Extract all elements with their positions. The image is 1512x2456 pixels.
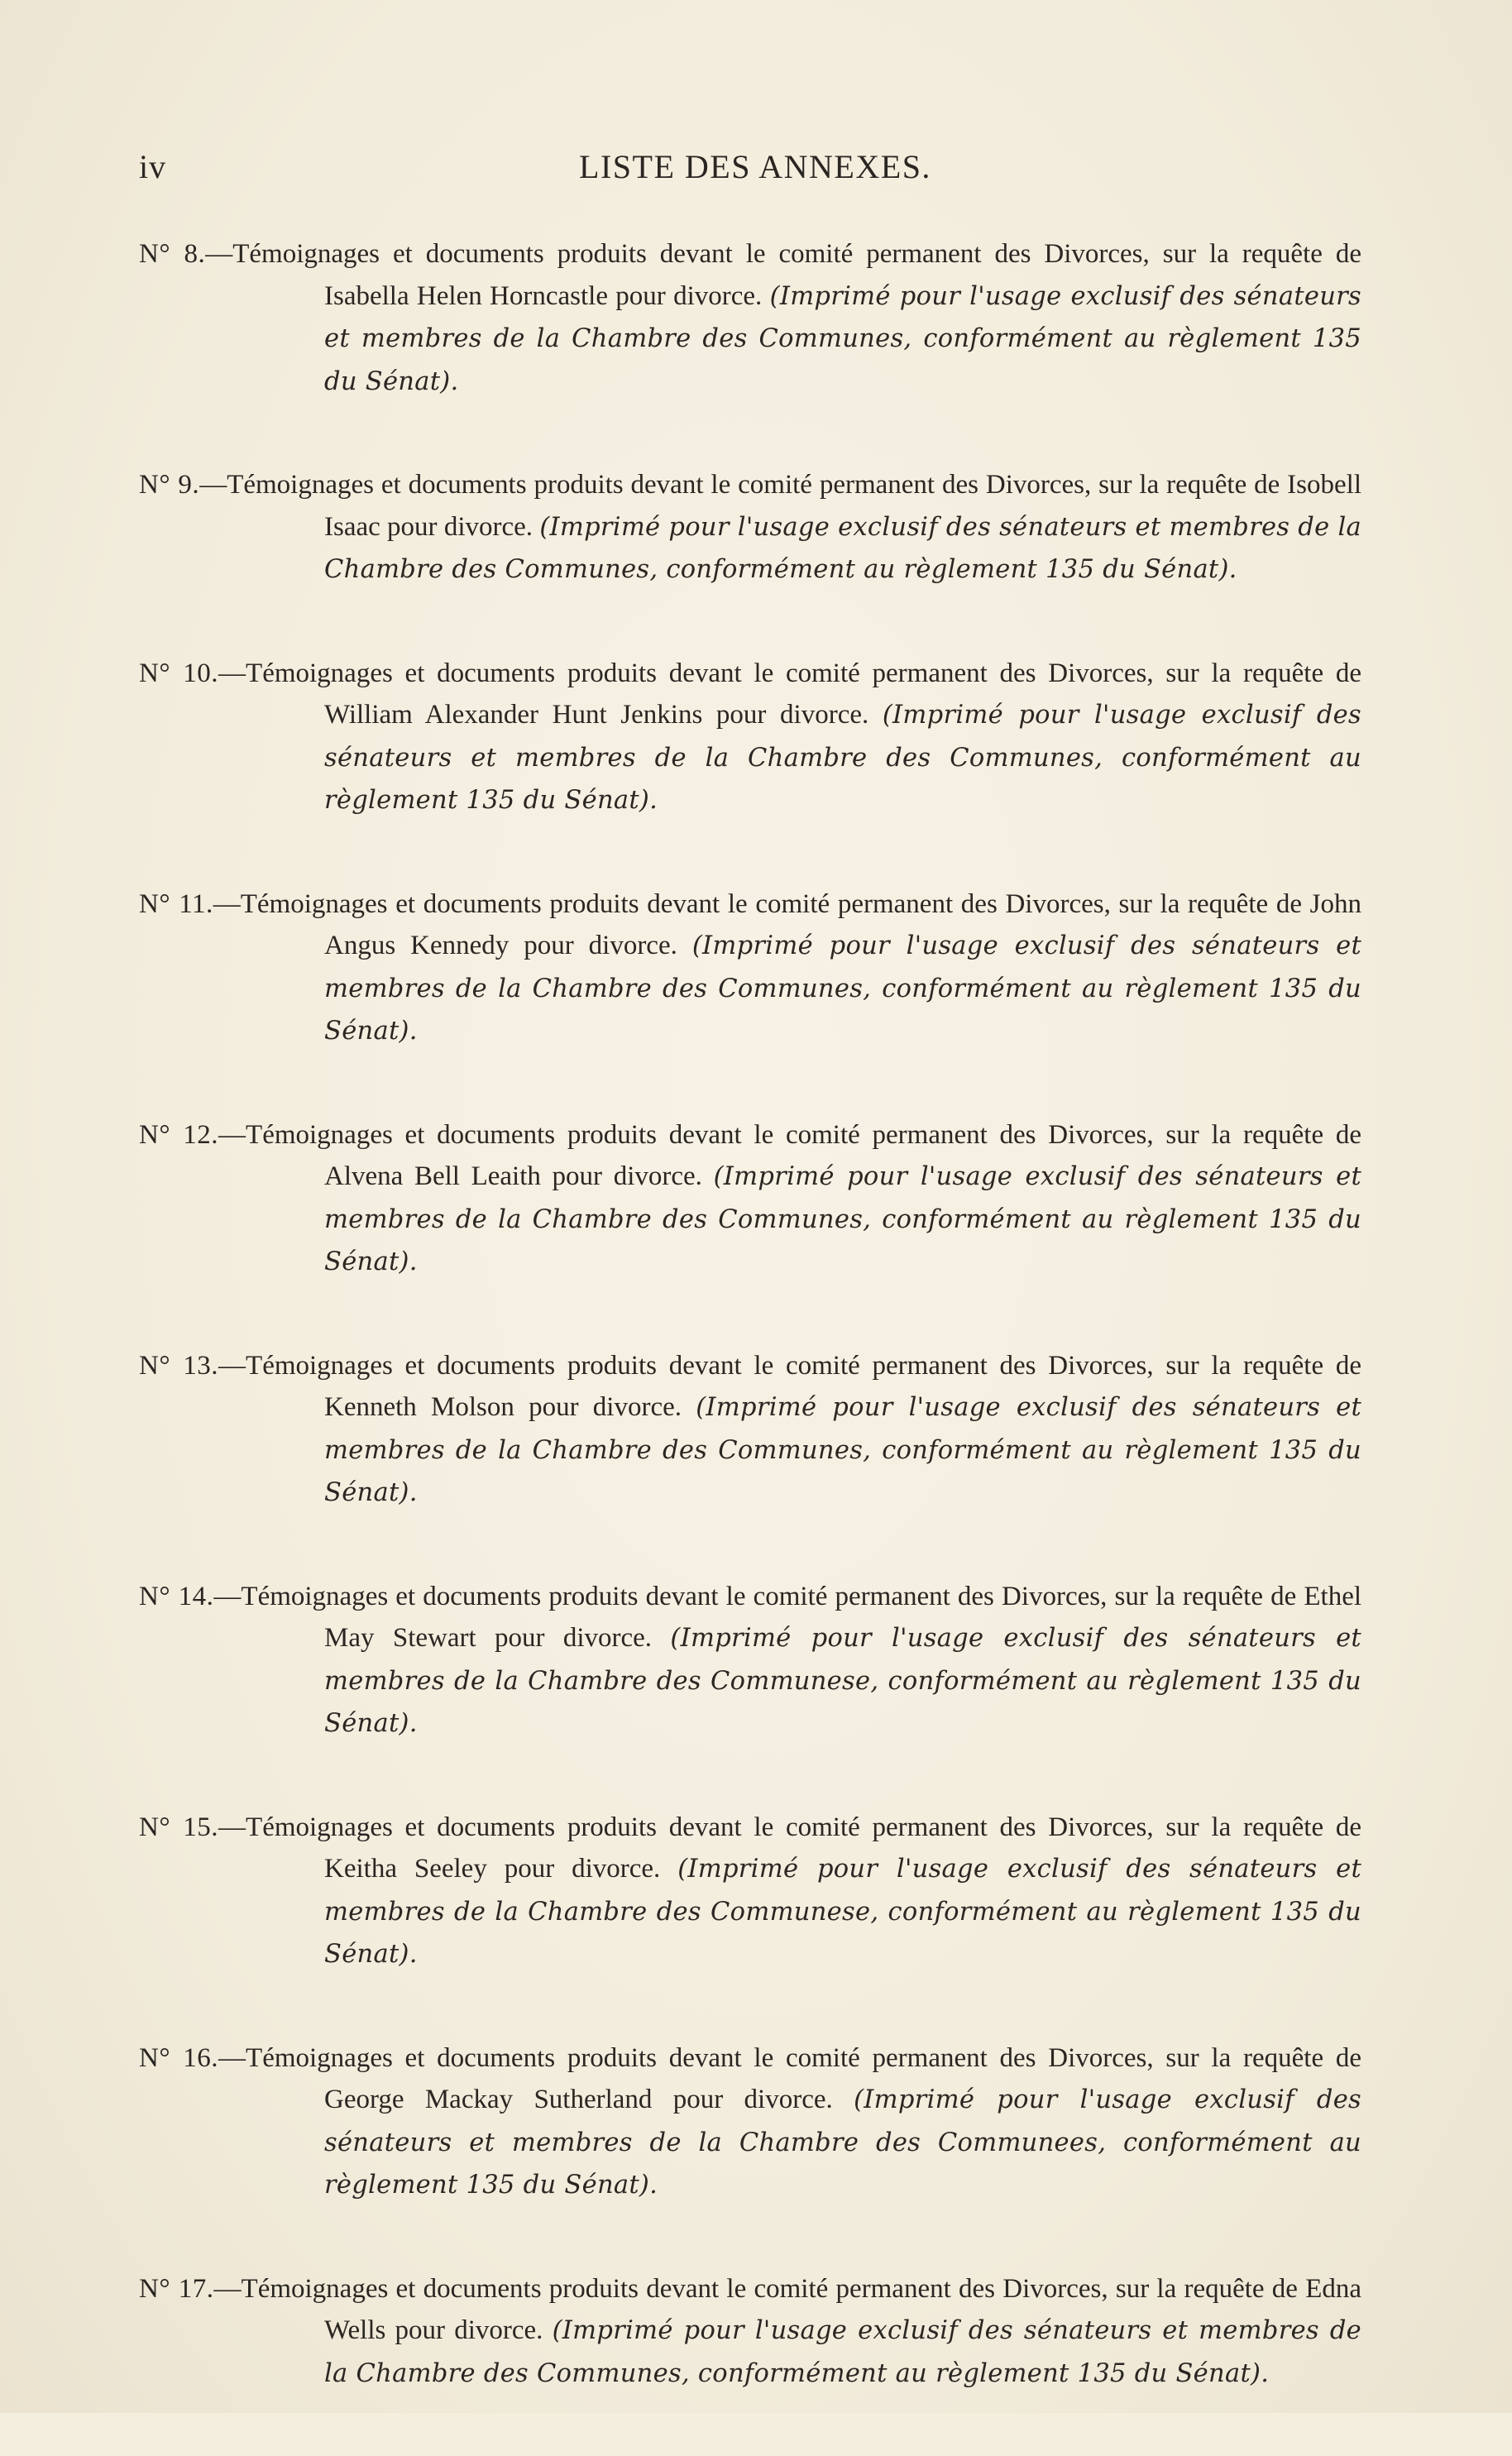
entry-note: (Imprimé pour l'usage exclusif des sénateurs et membres de la Chambre des Communes, conformément au règlement 135 du Sénat). [324,701,1361,815]
entry-text: —Témoignages et documents produits devant le comité permanent des Divorces, sur la requête de Isobell Isaac pour divorce. [199,470,1361,542]
entry-number: N° 8. [139,239,206,269]
entry-note: (Imprimé pour l'usage exclusif des sénateurs et membres de la Chambre des Communees, conformément au règlement 135 du Sénat). [324,2085,1362,2200]
annex-entry-13 [139,1345,1361,1515]
page-header [139,142,1371,192]
entry-number: N° 12. [139,1119,219,1150]
annex-entry-16 [139,2037,1361,2207]
entry-note: (Imprimé pour l'usage exclusif des sénateurs et membres de la Chambre des Communes, conformément au règlement 135 du Sénat). [324,1162,1361,1276]
entry-text: —Témoignages et documents produits devant le comité permanent des Divorces, sur la requête de John Angus Kennedy pour divorce. [213,888,1361,960]
annex-entry-17 [139,2268,1361,2396]
annex-entry-10 [139,653,1361,822]
entry-number: N° 9. [139,470,200,500]
annex-entry-12 [139,1114,1361,1284]
entry-text: —Témoignages et documents produits devant le comité permanent des Divorces, sur la requête de Kenneth Molson pour divorce. [218,1350,1362,1422]
entry-number: N° 11. [139,888,213,919]
annex-entry-15 [139,1807,1361,1976]
entry-note: (Imprimé pour l'usage exclusif des sénateurs et membres de la Chambre des Communese, conformément au règlement 135 du Sénat). [324,1855,1361,1969]
annex-list [139,233,1361,2456]
page-number: iv [139,148,167,185]
entry-text: —Témoignages et documents produits devant le comité permanent des Divorces, sur la requête de George Mackay Sutherland pour divorce. [218,2042,1362,2114]
annex-entry-14 [139,1576,1361,1745]
annex-entry-9 [139,464,1361,591]
entry-number: N° 17. [139,2273,214,2304]
entry-number: N° 13. [139,1350,219,1381]
entry-text: —Témoignages et documents produits devant le comité permanent des Divorces, sur la requête de Ethel May Stewart pour divorce. [213,1581,1362,1653]
entry-text: —Témoignages et documents produits devant le comité permanent des Divorces, sur la requête de Alvena Bell Leaith pour divorce. [218,1119,1362,1191]
running-title: LISTE DES ANNEXES. [579,148,931,185]
entry-number: N° 10. [139,658,219,688]
entry-note: (Imprimé pour l'usage exclusif des sénateurs et membres de la Chambre des Communes, conformément au règlement 135 du Sénat). [324,512,1362,584]
entry-text: —Témoignages et documents produits devant le comité permanent des Divorces, sur la requête de Isabella Helen Horncastle pour divorce. [205,239,1361,311]
annex-entry-8 [139,233,1361,403]
entry-note: (Imprimé pour l'usage exclusif des sénateurs et membres de la Chambre des Communes, conformément au règlement 135 du Sénat). [324,281,1362,396]
entry-number: N° 14. [139,1581,214,1611]
entry-note: (Imprimé pour l'usage exclusif des sénateurs et membres de la Chambre des Communes, conformément au règlement 135 du Sénat). [324,931,1361,1046]
entry-text: —Témoignages et documents produits devant le comité permanent des Divorces, sur la requête de William Alexander Hunt Jenkins pour divorce. [218,658,1362,730]
entry-note: (Imprimé pour l'usage exclusif des sénateurs et membres de la Chambre des Communes, conformément au règlement 135 du Sénat). [324,1393,1361,1507]
entry-note: (Imprimé pour l'usage exclusif des sénateurs et membres de la Chambre des Communese, conformément au règlement 135 du Sénat). [324,1624,1361,1738]
entry-text: —Témoignages et documents produits devant le comité permanent des Divorces, sur la requête de Keitha Seeley pour divorce. [218,1812,1362,1884]
entry-number: N° 16. [139,2042,219,2073]
annex-entry-11 [139,883,1361,1053]
entry-text: —Témoignages et documents produits devant le comité permanent des Divorces, sur la requête de Edna Wells pour divorce. [213,2273,1361,2345]
entry-note: (Imprimé pour l'usage exclusif des sénateurs et membres de la Chambre des Communes, conformément au règlement 135 du Sénat). [324,2316,1361,2388]
entry-number: N° 15. [139,1812,219,1842]
